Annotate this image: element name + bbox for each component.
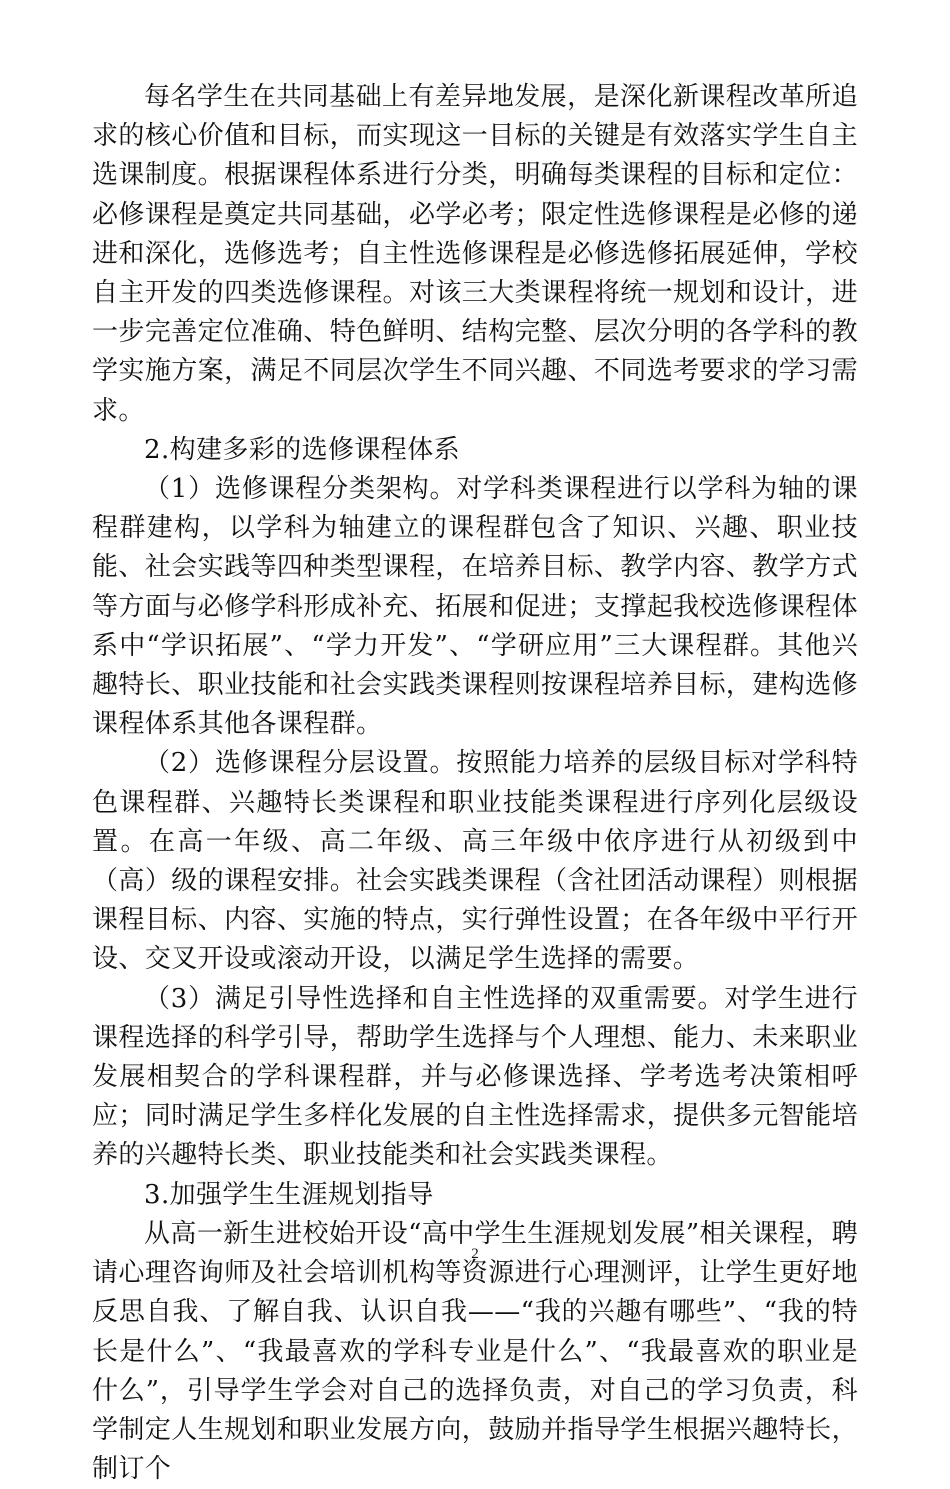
- paragraph-elective-levels: （2）选修课程分层设置。按照能力培养的层级目标对学科特色课程群、兴趣特长类课程和职业技能类课程进行序列化层级设置。在高一年级、高二年级、高三年级中依序进行从初级到中（高）级的课程安排。社会实践类课程（含社团活动课程）则根据课程目标、内容、实施的特点，实行弹性设置；在各年级中平行开设、交叉开设或滚动开设，以满足学生选择的需要。: [92, 748, 858, 975]
- document-body: [92, 78, 858, 1489]
- section-heading-elective-system: 2.构建多彩的选修课程体系: [144, 434, 461, 465]
- section-heading-career-planning: 3.加强学生生涯规划指导: [144, 1179, 434, 1210]
- paragraph-dual-needs: （3）满足引导性选择和自主性选择的双重需要。对学生进行课程选择的科学引导，帮助学生选择与个人理想、能力、未来职业发展相契合的学科课程群，并与必修课选择、学考选考决策相呼应；同时满足学生多样化发展的自主性选择需求，提供多元智能培养的兴趣特长类、职业技能类和社会实践类课程。: [92, 983, 858, 1171]
- paragraph-elective-classification: （1）选修课程分类架构。对学科类课程进行以学科为轴的课程群建构，以学科为轴建立的课程群包含了知识、兴趣、职业技能、社会实践等四种类型课程，在培养目标、教学内容、教学方式等方面与必修学科形成补充、拓展和促进；支撑起我校选修课程体系中“学识拓展”、“学力开发”、“学研应用”三大课程群。其他兴趣特长、职业技能和社会实践类课程则按课程培养目标，建构选修课程体系其他各课程群。: [92, 474, 858, 740]
- paragraph-career-guidance: 从高一新生进校始开设“高中学生生涯规划发展”相关课程，聘请心理咨询师及社会培训机构等资源进行心理测评，让学生更好地反思自我、了解自我、认识自我——“我的兴趣有哪些”、“我的特长是什么”、“我最喜欢的学科专业是什么”、“我最喜欢的职业是什么”，引导学生学会对自己的选择负责，对自己的学习负责，科学制定人生规划和职业发展方向，鼓励并指导学生根据兴趣特长，制订个: [92, 1218, 858, 1485]
- page-number: 2: [471, 1246, 479, 1262]
- paragraph-core-values: 每名学生在共同基础上有差异地发展，是深化新课程改革所追求的核心价值和目标，而实现这一目标的关键是有效落实学生自主选课制度。根据课程体系进行分类，明确每类课程的目标和定位：必修课程是奠定共同基础，必学必考；限定性选修课程是必修的递进和深化，选修选考；自主性选修课程是必修选修拓展延伸，学校自主开发的四类选修课程。对该三大类课程将统一规划和设计，进一步完善定位准确、特色鲜明、结构完整、层次分明的各学科的教学实施方案，满足不同层次学生不同兴趣、不同选考要求的学习需求。: [92, 82, 858, 426]
